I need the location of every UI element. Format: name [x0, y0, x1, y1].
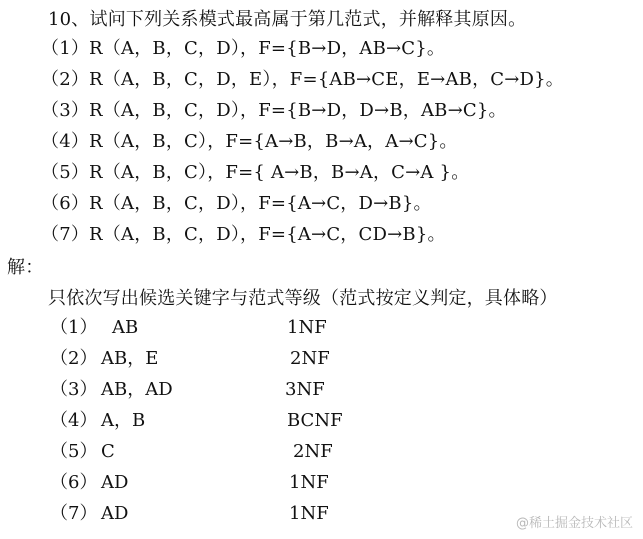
question-item-6: （6）R（A，B，C，D），F={A→C，D→B}。	[41, 193, 432, 214]
answer-row-number: （7）	[50, 503, 98, 524]
answer-row-number: （6）	[50, 472, 98, 493]
answer-row-keys: A，B	[101, 410, 146, 431]
answer-row-keys: AB	[112, 317, 139, 338]
answer-label: 解：	[7, 257, 44, 278]
answer-row-normal-form: 1NF	[287, 317, 327, 338]
answer-row-normal-form: BCNF	[287, 410, 343, 431]
answer-row-keys: AB，AD	[101, 379, 173, 400]
answer-row-normal-form: 1NF	[289, 472, 329, 493]
question-item-1: （1）R（A，B，C，D），F={B→D，AB→C}。	[41, 38, 446, 59]
question-item-2: （2）R（A，B，C，D，E），F={AB→CE，E→AB，C→D}。	[41, 69, 565, 90]
answer-row-normal-form: 2NF	[290, 348, 330, 369]
answer-row-number: （1）	[50, 317, 98, 338]
answer-row-number: （3）	[50, 379, 98, 400]
question-item-4: （4）R（A，B，C），F={A→B，B→A，A→C}。	[41, 131, 458, 152]
question-title: 10、试问下列关系模式最高属于第几范式，并解释其原因。	[48, 9, 527, 30]
answer-row-number: （5）	[50, 441, 98, 462]
answer-row-keys: C	[101, 441, 115, 462]
answer-row-keys: AD	[101, 503, 129, 524]
answer-intro: 只依次写出候选关键字与范式等级（范式按定义判定，具体略）	[48, 288, 558, 309]
question-item-7: （7）R（A，B，C，D），F={A→C，CD→B}。	[41, 224, 446, 245]
question-item-5: （5）R（A，B，C），F={ A→B，B→A，C→A }。	[41, 162, 470, 183]
watermark: @稀土掘金技术社区	[515, 516, 633, 531]
answer-row-normal-form: 2NF	[293, 441, 333, 462]
answer-row-normal-form: 3NF	[285, 379, 325, 400]
answer-row-number: （2）	[50, 348, 98, 369]
question-item-3: （3）R（A，B，C，D），F={B→D，D→B，AB→C}。	[41, 100, 507, 121]
answer-row-keys: AD	[101, 472, 129, 493]
answer-row-keys: AB，E	[101, 348, 159, 369]
answer-row-number: （4）	[50, 410, 98, 431]
answer-row-normal-form: 1NF	[289, 503, 329, 524]
